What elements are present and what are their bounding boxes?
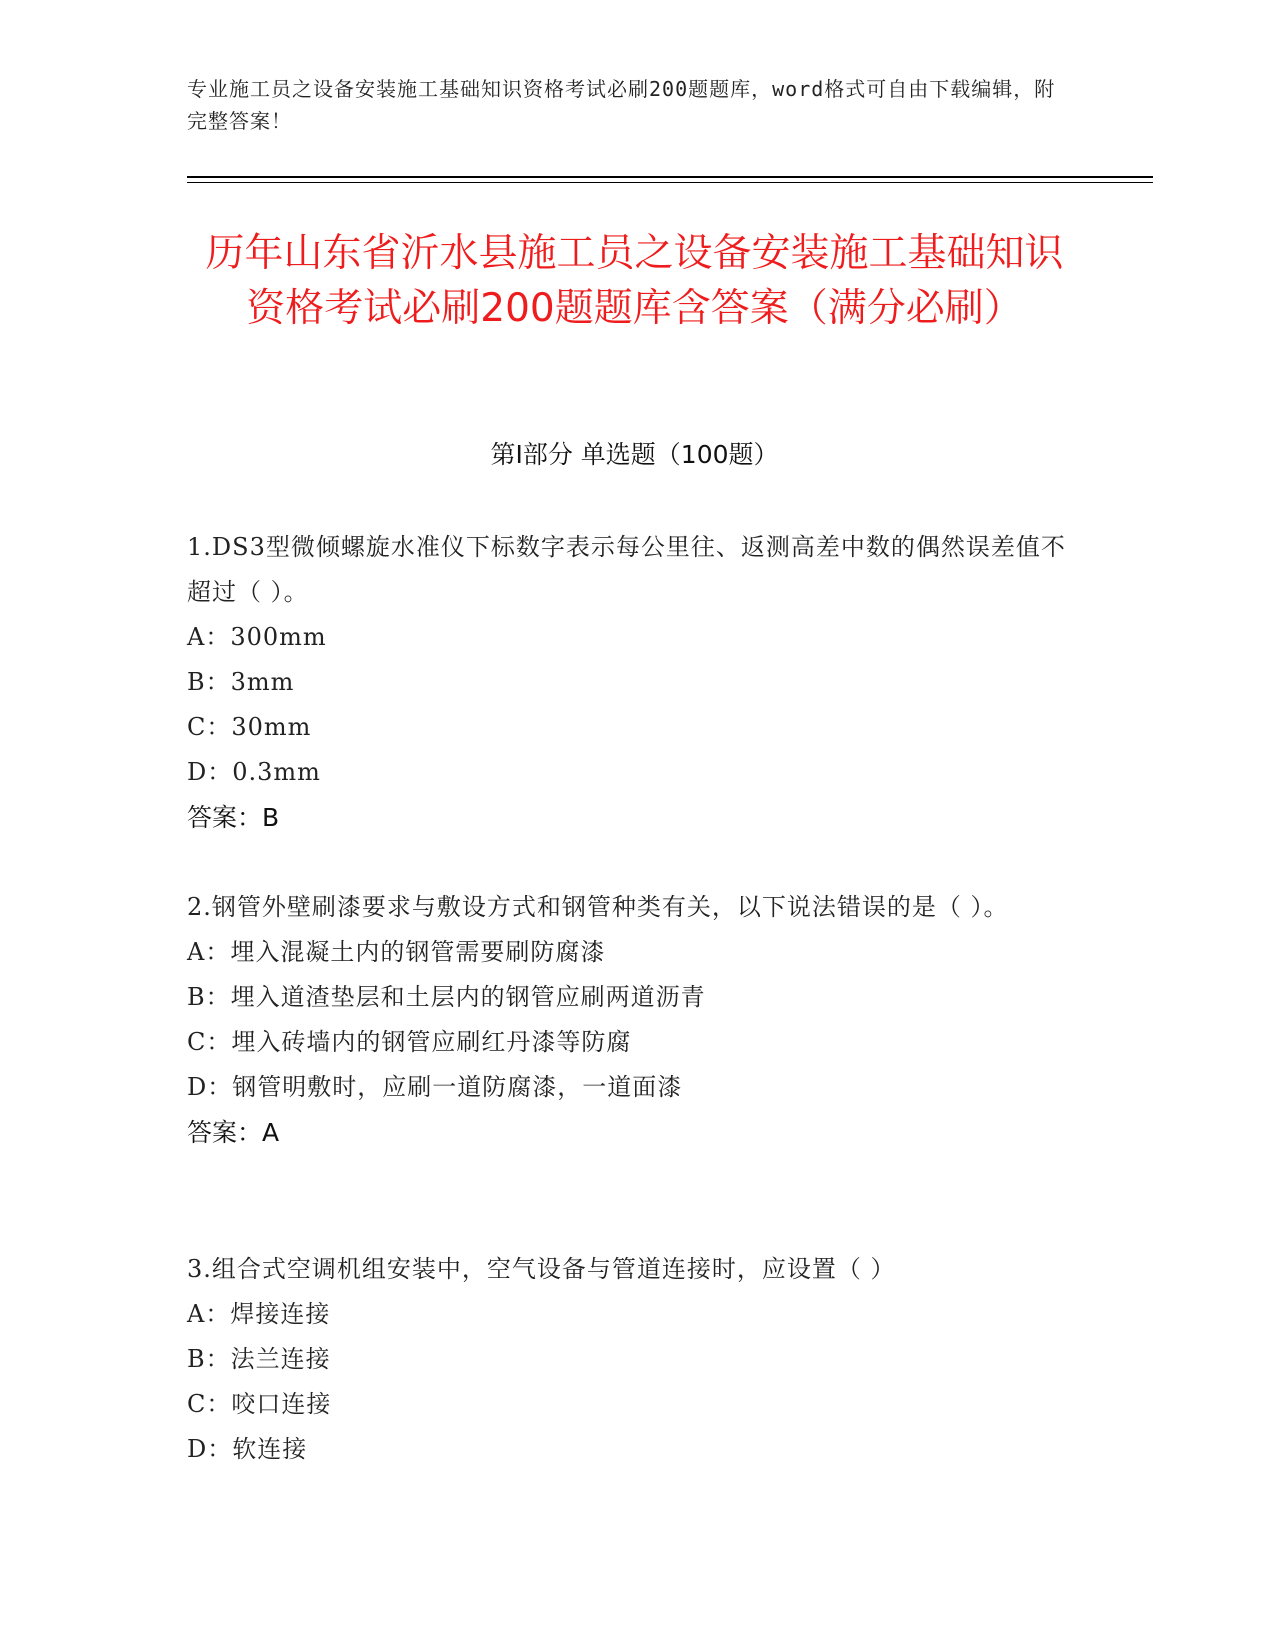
header-divider-thick [187,176,1153,178]
option-c: C：埋入砖墙内的钢管应刷红丹漆等防腐 [187,1028,632,1056]
section-title: 第Ⅰ部分 单选题（100题） [490,440,779,469]
question-stem: 2.钢管外壁刷漆要求与敷设方式和钢管种类有关，以下说法错误的是（ ）。 [187,893,1009,921]
option-b: B：3mm [187,668,295,696]
question-2 [187,885,1087,1155]
question-1 [187,525,1087,840]
answer: 答案：B [187,803,280,832]
option-d: D：软连接 [187,1435,308,1463]
option-c: C：咬口连接 [187,1390,332,1418]
option-b: B：埋入道渣垫层和土层内的钢管应刷两道沥青 [187,983,706,1011]
header-divider-thin [187,182,1153,183]
option-b: B：法兰连接 [187,1345,331,1373]
option-a: A：焊接连接 [187,1300,331,1328]
question-stem: 1.DS3型微倾螺旋水准仪下标数字表示每公里往、返测高差中数的偶然误差值不超过（ ）。 [187,533,1066,606]
question-stem: 3.组合式空调机组安装中，空气设备与管道连接时，应设置（ ） [187,1255,896,1283]
option-a: A：300mm [187,623,327,651]
option-d: D：钢管明敷时，应刷一道防腐漆，一道面漆 [187,1073,683,1101]
document-title: 历年山东省沂水县施工员之设备安装施工基础知识资格考试必刷200题题库含答案（满分必刷） [205,231,1064,331]
option-d: D：0.3mm [187,758,321,786]
option-a: A：埋入混凝土内的钢管需要刷防腐漆 [187,938,606,966]
answer: 答案：A [187,1118,280,1147]
question-3 [187,1247,1087,1472]
option-c: C：30mm [187,713,312,741]
header-note: 专业施工员之设备安装施工基础知识资格考试必刷200题题库，word格式可自由下载编辑，附完整答案！ [187,77,1056,133]
